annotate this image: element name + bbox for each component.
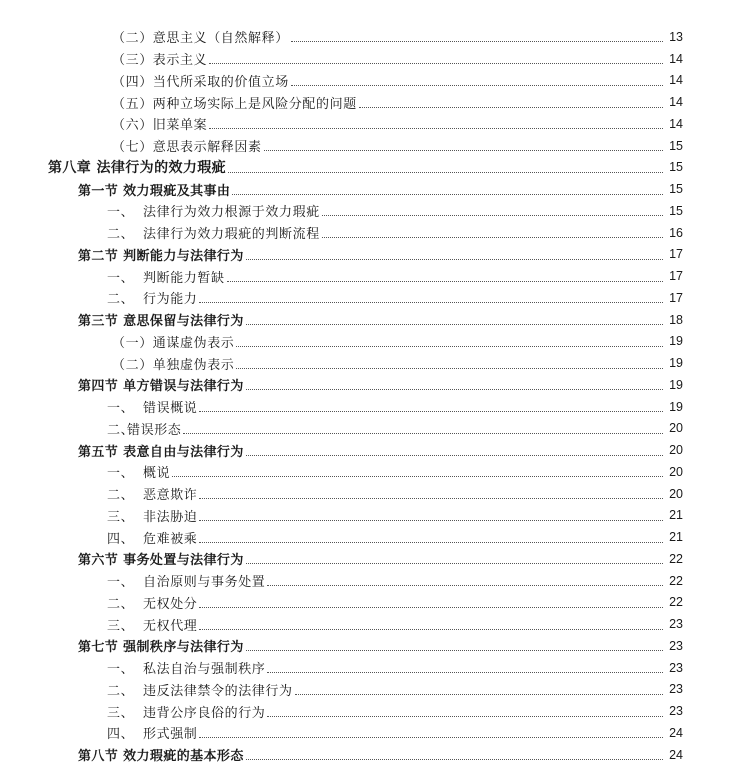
toc-entry-text: 非法胁迫 [143, 509, 198, 525]
toc-entry-page-number: 23 [669, 617, 683, 632]
toc-entry-title [48, 157, 226, 177]
toc-entry-title [112, 27, 289, 46]
toc-entry-number: 二、 [107, 488, 135, 504]
toc-entry-item[interactable] [0, 483, 751, 505]
toc-entry-item[interactable] [0, 396, 751, 418]
toc-entry-page-number: 20 [669, 421, 683, 436]
toc-entry-title [78, 549, 244, 568]
toc-entry-page-number: 15 [669, 182, 683, 197]
toc-entry-title [107, 571, 265, 590]
toc-entry-page-number: 24 [669, 747, 683, 762]
dot-leader [209, 128, 663, 129]
toc-entry-title [107, 223, 320, 242]
dot-leader [267, 716, 663, 717]
dot-leader [267, 672, 663, 673]
toc-entry-item[interactable] [0, 657, 751, 679]
toc-entry-text: 错误形态 [127, 422, 182, 438]
toc-entry-text: （一）通谋虚伪表示 [112, 335, 235, 351]
toc-entry-title [78, 375, 244, 394]
toc-entry-page-number: 24 [669, 725, 683, 740]
toc-entry-text: （三）表示主义 [112, 53, 208, 69]
toc-entry-item[interactable] [0, 505, 751, 527]
toc-entry-number: 一、 [107, 270, 135, 286]
toc-entry-paren[interactable] [0, 135, 751, 157]
toc-entry-page-number: 13 [669, 29, 683, 44]
toc-entry-text: 第二节 判断能力与法律行为 [78, 248, 244, 264]
toc-entry-title [112, 93, 357, 112]
toc-entry-paren[interactable] [0, 70, 751, 92]
toc-entry-text: 错误概说 [143, 401, 198, 417]
toc-entry-title [107, 723, 197, 742]
dot-leader [228, 172, 663, 173]
dot-leader [246, 455, 663, 456]
toc-entry-number: 三、 [107, 618, 135, 634]
toc-entry-page-number: 14 [669, 116, 683, 131]
toc-entry-number: 二、 [107, 227, 135, 243]
dot-leader [199, 737, 663, 738]
toc-entry-text: 行为能力 [143, 292, 198, 308]
dot-leader [199, 542, 663, 543]
toc-entry-chapter[interactable] [0, 157, 751, 179]
toc-entry-number: 二、 [107, 292, 135, 308]
toc-entry-item[interactable] [0, 287, 751, 309]
toc-entry-section[interactable] [0, 548, 751, 570]
toc-entry-title [107, 593, 197, 612]
toc-entry-text: 危难被乘 [143, 531, 198, 547]
toc-entry-page-number: 22 [669, 595, 683, 610]
toc-entry-paren[interactable] [0, 352, 751, 374]
toc-entry-item[interactable] [0, 613, 751, 635]
toc-entry-page-number: 14 [669, 73, 683, 88]
toc-entry-page-number: 17 [669, 269, 683, 284]
toc-entry-item[interactable] [0, 679, 751, 701]
toc-entry-section[interactable] [0, 744, 751, 766]
dot-leader [199, 498, 663, 499]
toc-entry-text: （二）单独虚伪表示 [112, 357, 235, 373]
toc-entry-title [112, 114, 207, 133]
dot-leader [199, 520, 663, 521]
toc-entry-text: 形式强制 [143, 727, 198, 743]
toc-entry-item[interactable] [0, 418, 751, 440]
toc-entry-page-number: 20 [669, 464, 683, 479]
dot-leader [227, 281, 663, 282]
dot-leader [291, 41, 663, 42]
toc-entry-title [78, 245, 244, 264]
toc-entry-item[interactable] [0, 222, 751, 244]
dot-leader [246, 650, 663, 651]
dot-leader [359, 107, 663, 108]
toc-entry-page-number: 14 [669, 51, 683, 66]
toc-entry-text: 恶意欺诈 [143, 488, 198, 504]
dot-leader [267, 585, 663, 586]
toc-entry-title [107, 484, 197, 503]
toc-entry-page-number: 17 [669, 290, 683, 305]
toc-entry-number: 四、 [107, 727, 135, 743]
dot-leader [246, 563, 663, 564]
toc-entry-page-number: 21 [669, 530, 683, 545]
toc-entry-title [112, 136, 262, 155]
toc-entry-title [107, 462, 170, 481]
toc-entry-text: 违反法律禁令的法律行为 [143, 683, 293, 699]
toc-entry-title [107, 201, 320, 220]
toc-entry-item[interactable] [0, 200, 751, 222]
toc-entry-item[interactable] [0, 592, 751, 614]
toc-entry-text: 概说 [143, 466, 171, 482]
toc-entry-paren[interactable] [0, 91, 751, 113]
dot-leader [199, 411, 663, 412]
toc-entry-item[interactable] [0, 526, 751, 548]
toc-entry-item[interactable] [0, 265, 751, 287]
dot-leader [209, 63, 663, 64]
toc-entry-item[interactable] [0, 570, 751, 592]
dot-leader [236, 346, 663, 347]
toc-entry-text: 无权代理 [143, 618, 198, 634]
toc-entry-page-number: 23 [669, 660, 683, 675]
toc-entry-item[interactable] [0, 722, 751, 744]
toc-entry-text: （四）当代所采取的价值立场 [112, 74, 289, 90]
toc-entry-title [107, 680, 293, 699]
toc-entry-text: 第八节 效力瑕疵的基本形态 [78, 749, 244, 765]
toc-entry-text: 自治原则与事务处置 [143, 575, 266, 591]
toc-entry-number: 二、 [107, 422, 135, 438]
table-of-contents [0, 26, 751, 766]
dot-leader [246, 324, 663, 325]
toc-entry-title [107, 702, 265, 721]
toc-entry-text: （五）两种立场实际上是风险分配的问题 [112, 96, 357, 112]
toc-entry-page-number: 19 [669, 399, 683, 414]
toc-entry-text: 无权处分 [143, 596, 198, 612]
toc-entry-title [107, 506, 197, 525]
toc-entry-page-number: 15 [669, 138, 683, 153]
toc-entry-title [112, 354, 234, 373]
toc-entry-page-number: 19 [669, 377, 683, 392]
toc-entry-title [112, 332, 234, 351]
toc-entry-number: 四、 [107, 531, 135, 547]
toc-entry-text: 法律行为效力瑕疵的判断流程 [143, 227, 320, 243]
dot-leader [199, 629, 663, 630]
dot-leader [183, 433, 663, 434]
toc-entry-page-number: 15 [669, 160, 683, 175]
dot-leader [199, 607, 663, 608]
toc-entry-page-number: 22 [669, 551, 683, 566]
dot-leader [295, 694, 663, 695]
toc-entry-page-number: 18 [669, 312, 683, 327]
toc-entry-text: 第五节 表意自由与法律行为 [78, 444, 244, 460]
toc-entry-title [78, 180, 230, 199]
toc-entry-text: 第三节 意思保留与法律行为 [78, 314, 244, 330]
toc-entry-text: （七）意思表示解释因素 [112, 140, 262, 156]
toc-entry-section[interactable] [0, 439, 751, 461]
toc-entry-page-number: 23 [669, 704, 683, 719]
toc-entry-text: 第一节 效力瑕疵及其事由 [78, 183, 231, 199]
toc-entry-page-number: 20 [669, 443, 683, 458]
toc-entry-section[interactable] [0, 309, 751, 331]
toc-entry-text: 法律行为效力根源于效力瑕疵 [143, 205, 320, 221]
toc-entry-number: 一、 [107, 401, 135, 417]
toc-entry-section[interactable] [0, 635, 751, 657]
toc-entry-number: 一、 [107, 205, 135, 221]
dot-leader [236, 368, 663, 369]
toc-entry-title [107, 615, 197, 634]
dot-leader [322, 215, 663, 216]
dot-leader [246, 759, 663, 760]
toc-entry-title [107, 288, 197, 307]
toc-entry-title [78, 441, 244, 460]
toc-entry-page-number: 17 [669, 247, 683, 262]
toc-entry-title [78, 636, 244, 655]
toc-entry-text: 私法自治与强制秩序 [143, 662, 266, 678]
dot-leader [291, 85, 663, 86]
toc-entry-page-number: 20 [669, 486, 683, 501]
toc-entry-page-number: 22 [669, 573, 683, 588]
toc-entry-page-number: 23 [669, 638, 683, 653]
toc-entry-title [78, 310, 244, 329]
toc-entry-text: 第六节 事务处置与法律行为 [78, 553, 244, 569]
toc-entry-paren[interactable] [0, 113, 751, 135]
toc-entry-page-number: 21 [669, 508, 683, 523]
toc-entry-number: 一、 [107, 466, 135, 482]
toc-entry-page-number: 14 [669, 95, 683, 110]
toc-entry-page-number: 23 [669, 682, 683, 697]
dot-leader [172, 476, 663, 477]
toc-entry-page-number: 19 [669, 356, 683, 371]
toc-entry-text: 判断能力暂缺 [143, 270, 225, 286]
toc-entry-page-number: 16 [669, 225, 683, 240]
toc-entry-title [112, 71, 289, 90]
dot-leader [322, 237, 663, 238]
toc-entry-section[interactable] [0, 178, 751, 200]
toc-entry-page-number: 19 [669, 334, 683, 349]
toc-entry-text: （二）意思主义（自然解释） [112, 31, 289, 47]
toc-entry-title [107, 267, 225, 286]
toc-entry-text: （六）旧菜单案 [112, 118, 208, 134]
toc-entry-paren[interactable] [0, 331, 751, 353]
toc-entry-title [107, 658, 265, 677]
dot-leader [246, 389, 663, 390]
toc-entry-section[interactable] [0, 374, 751, 396]
toc-entry-section[interactable] [0, 244, 751, 266]
toc-entry-text: 第四节 单方错误与法律行为 [78, 379, 244, 395]
toc-entry-title [112, 49, 207, 68]
dot-leader [264, 150, 663, 151]
toc-entry-title [107, 419, 181, 438]
toc-entry-item[interactable] [0, 700, 751, 722]
toc-entry-paren[interactable] [0, 48, 751, 70]
toc-entry-page-number: 15 [669, 203, 683, 218]
toc-entry-number: 一、 [107, 662, 135, 678]
toc-entry-paren[interactable] [0, 26, 751, 48]
toc-entry-number: 三、 [107, 509, 135, 525]
toc-entry-number: 二、 [107, 683, 135, 699]
dot-leader [246, 259, 663, 260]
dot-leader [232, 194, 663, 195]
toc-entry-item[interactable] [0, 461, 751, 483]
toc-entry-text: 违背公序良俗的行为 [143, 705, 266, 721]
toc-entry-title [107, 528, 197, 547]
toc-entry-number: 一、 [107, 575, 135, 591]
toc-entry-title [78, 745, 244, 764]
toc-entry-number: 二、 [107, 596, 135, 612]
toc-entry-title [107, 397, 197, 416]
toc-entry-number: 三、 [107, 705, 135, 721]
toc-entry-text: 第八章 法律行为的效力瑕疵 [48, 160, 227, 177]
toc-entry-text: 第七节 强制秩序与法律行为 [78, 640, 244, 656]
dot-leader [199, 302, 663, 303]
